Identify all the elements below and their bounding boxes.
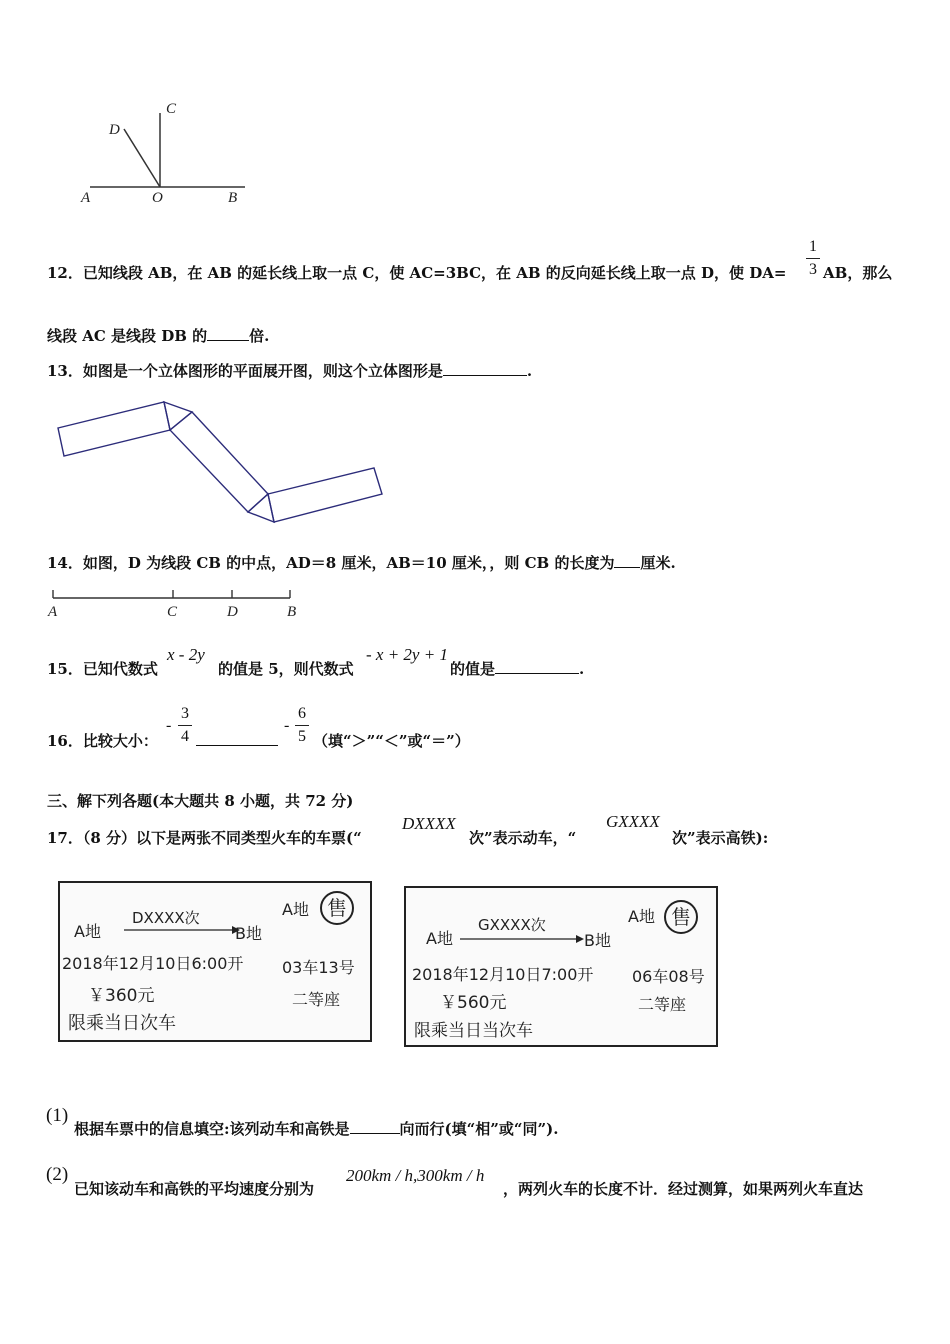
label-d: D (109, 122, 120, 138)
q15-end: . (579, 660, 585, 678)
net-right-rect (268, 468, 382, 522)
label-a: A (81, 190, 91, 206)
ticket-emu (58, 881, 372, 1042)
q15-expr2: - x + 2y + 1 (366, 645, 448, 664)
q12-line2-pre: 线段 AC 是线段 DB 的 (47, 327, 208, 345)
ticket2-to: B地 (584, 931, 611, 950)
q16-f2-sign: - (284, 717, 290, 734)
q17-code1: DXXXX (402, 814, 456, 833)
q16-f1-num: 3 (181, 705, 189, 722)
q13-text: 13．如图是一个立体图形的平面展开图，则这个立体图形是 (47, 362, 443, 380)
q15-pre: 15．已知代数式 (47, 660, 158, 678)
ticket2-train: GXXXX次 (478, 916, 546, 934)
ticket1-price: ￥360元 (88, 986, 155, 1006)
sub-question-1 (74, 1118, 558, 1139)
ticket1-to: B地 (235, 924, 262, 943)
q14-answer-blank[interactable] (614, 553, 640, 568)
q13-end: . (526, 362, 533, 380)
ticket1-train: DXXXX次 (132, 909, 200, 927)
sub2-pre: 已知该动车和高铁的平均速度分别为 (74, 1180, 315, 1198)
q12-text-post: AB，那么 (823, 264, 893, 282)
sub2-speeds: 200km / h,300km / h (346, 1166, 485, 1185)
ticket1-corner: A地 (282, 900, 309, 919)
question-12-line1 (47, 262, 786, 283)
ticket2-datetime: 2018年12月10日7:00开 (412, 965, 594, 984)
q17-post: 次”表示高铁): (672, 829, 769, 847)
ticket2-price: ￥560元 (440, 993, 507, 1013)
sub2-number: (2) (46, 1164, 69, 1185)
q16-fraction-1 (178, 705, 192, 746)
q17-code2: GXXXX (606, 812, 660, 831)
ticket1-arrow (122, 925, 242, 935)
q17-pre: 17．（8 分）以下是两张不同类型火车的车票(“ (47, 829, 362, 847)
ticket2-corner: A地 (628, 907, 655, 926)
section-3-heading: 三、解下列各题(本大题共 8 小题，共 72 分) (47, 792, 354, 810)
q14-text: 14．如图，D 为线段 CB 的中点，AD＝8 厘米，AB＝10 厘米，，则 CB 的长度为 (47, 554, 615, 572)
q12-fraction (806, 238, 820, 279)
q12-frac-den: 3 (809, 261, 817, 278)
seg-label-a: A (48, 604, 58, 620)
q16-pre: 16．比较大小： (47, 732, 158, 750)
q12-text-pre: 12．已知线段 AB，在 AB 的延长线上取一点 C，使 AC=3BC，在 AB 的反向延长线上取一点 D，使 DA= (47, 264, 787, 282)
sub1-pre: 根据车票中的信息填空:该列动车和高铁是 (74, 1120, 350, 1138)
q16-f2-num: 6 (298, 705, 306, 722)
q16-f1-den: 4 (181, 728, 189, 745)
sub2-post: ，两列火车的长度不计．经过测算，如果两列火车直达 (503, 1180, 864, 1198)
sub1-post: 向而行(填“相”或“同”). (399, 1120, 559, 1138)
ticket1-datetime: 2018年12月10日6:00开 (62, 954, 244, 973)
q16-fraction-2 (295, 705, 309, 746)
question-13 (47, 360, 532, 381)
question-12-line2 (47, 325, 269, 346)
question-14 (47, 552, 676, 573)
q14-unit: 厘米. (640, 554, 676, 572)
q17-mid: 次”表示动车，“ (469, 829, 577, 847)
q15-mid: 的值是 5，则代数式 (218, 660, 354, 678)
ticket-highspeed (404, 886, 718, 1047)
ticket1-class: 二等座 (292, 990, 341, 1009)
ticket2-arrow (458, 934, 588, 944)
ticket2-class: 二等座 (638, 995, 687, 1014)
ticket1-seat: 03车13号 (282, 958, 355, 977)
seg-label-b: B (287, 604, 297, 620)
q15-post: 的值是 (450, 660, 496, 678)
segment-figure (48, 586, 298, 606)
q13-answer-blank[interactable] (443, 361, 527, 376)
label-o: O (152, 190, 163, 206)
q16-answer-blank[interactable] (196, 731, 278, 746)
label-b: B (228, 190, 238, 206)
q15-post-wrap (450, 658, 584, 679)
ticket1-sale-stamp (320, 891, 354, 925)
seg-label-d: D (227, 604, 238, 620)
q16-f1-sign: - (166, 717, 172, 734)
ticket2-sale-stamp (664, 900, 698, 934)
ray-od (124, 129, 160, 187)
q12-frac-num: 1 (809, 238, 817, 255)
q15-expr1: x - 2y (167, 645, 205, 664)
ticket2-note: 限乘当日当次车 (414, 1021, 533, 1041)
ticket1-stamp-text: 售 (327, 896, 347, 920)
ticket2-from: A地 (426, 929, 453, 948)
net-left-rect (58, 402, 170, 456)
q15-answer-blank[interactable] (495, 659, 579, 674)
label-c: C (166, 101, 177, 117)
q12-answer-blank[interactable] (207, 326, 249, 341)
ticket2-stamp-text: 售 (671, 905, 691, 929)
q12-line2-post: 倍. (249, 327, 270, 345)
net-right-triangle (248, 494, 274, 522)
net-figure (52, 396, 388, 526)
sub1-answer-blank[interactable] (350, 1119, 400, 1134)
q16-f2-den: 5 (298, 728, 306, 745)
q16-post: （填“＞”“＜”或“＝”） (313, 732, 470, 750)
net-middle-rect (170, 412, 268, 512)
ticket2-seat: 06车08号 (632, 967, 705, 986)
ticket1-note: 限乘当日次车 (68, 1013, 176, 1034)
sub1-number: (1) (46, 1105, 69, 1126)
ticket1-from: A地 (74, 922, 101, 941)
seg-label-c: C (167, 604, 178, 620)
